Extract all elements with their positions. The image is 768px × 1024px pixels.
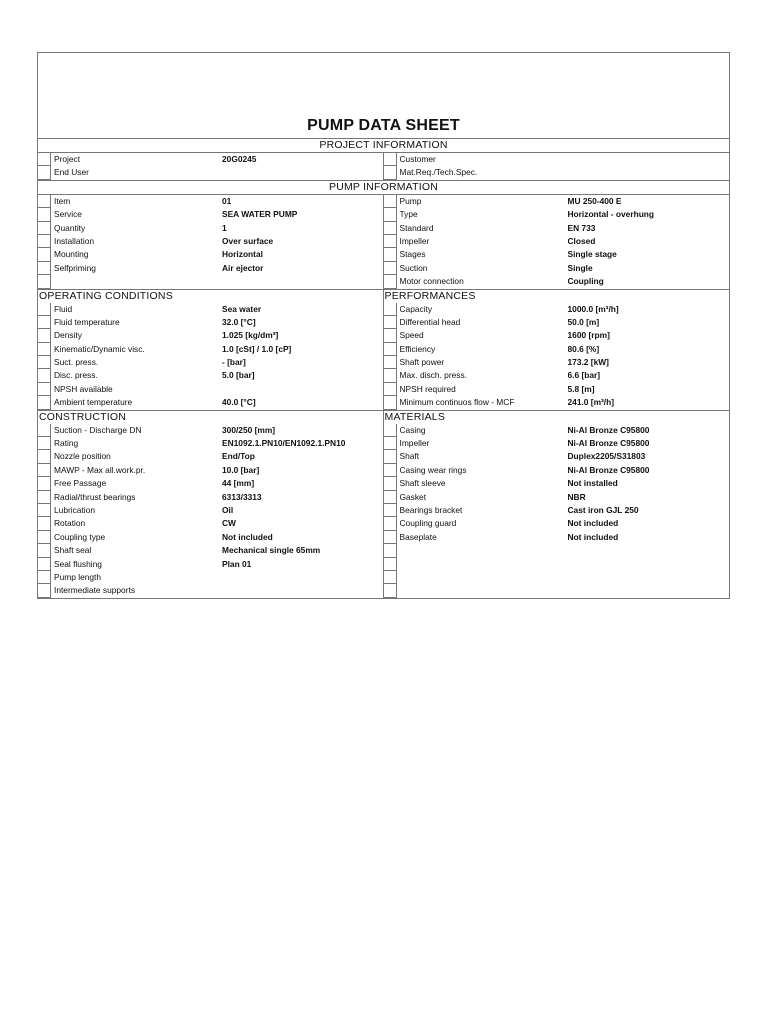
table-row bbox=[38, 584, 383, 597]
row-checkbox bbox=[38, 504, 51, 517]
table-row bbox=[38, 504, 383, 517]
row-label: Mounting bbox=[54, 249, 89, 260]
pump-information-section bbox=[38, 194, 729, 289]
row-value bbox=[568, 544, 730, 557]
row-label: Mat.Req./Tech.Spec. bbox=[399, 167, 478, 178]
row-checkbox bbox=[38, 356, 51, 369]
row-label bbox=[51, 275, 222, 288]
row-label: Fluid bbox=[54, 303, 73, 314]
pump-data-sheet bbox=[37, 52, 730, 599]
row-checkbox bbox=[38, 222, 51, 235]
row-label: Ambient temperature bbox=[54, 397, 133, 408]
table-row bbox=[384, 531, 730, 544]
row-label: NPSH required bbox=[399, 383, 456, 394]
row-checkbox bbox=[384, 450, 397, 463]
row-value: Sea water bbox=[222, 303, 262, 314]
performances-column bbox=[384, 290, 730, 410]
row-checkbox bbox=[38, 262, 51, 275]
table-row bbox=[38, 248, 383, 261]
table-row bbox=[38, 262, 383, 275]
row-checkbox bbox=[38, 396, 51, 409]
table-row bbox=[38, 558, 383, 571]
row-value bbox=[222, 571, 383, 584]
row-checkbox bbox=[384, 248, 397, 261]
project-information-band: PROJECT INFORMATION bbox=[38, 138, 729, 152]
row-value: 5.0 [bar] bbox=[222, 370, 255, 381]
row-checkbox bbox=[384, 343, 397, 356]
row-checkbox bbox=[38, 195, 51, 208]
row-value: 6313/3313 bbox=[222, 491, 262, 502]
materials-rows bbox=[384, 424, 730, 598]
table-row bbox=[384, 275, 730, 288]
table-row bbox=[384, 437, 730, 450]
row-value: 50.0 [m] bbox=[567, 316, 600, 327]
row-label: Capacity bbox=[399, 303, 433, 314]
project-information-right bbox=[384, 153, 730, 180]
table-row bbox=[384, 208, 730, 221]
table-row bbox=[38, 329, 383, 342]
performances-rows bbox=[384, 303, 730, 410]
row-checkbox bbox=[384, 477, 397, 490]
row-value: Single bbox=[567, 262, 593, 273]
table-row bbox=[38, 166, 383, 179]
materials-title: MATERIALS bbox=[384, 410, 446, 423]
row-label: Shaft power bbox=[399, 357, 445, 368]
row-value: CW bbox=[222, 518, 236, 529]
row-checkbox bbox=[384, 316, 397, 329]
table-row bbox=[38, 383, 383, 396]
row-checkbox bbox=[384, 369, 397, 382]
row-checkbox bbox=[38, 329, 51, 342]
row-label: Baseplate bbox=[399, 531, 437, 542]
row-checkbox bbox=[38, 208, 51, 221]
row-value: Oil bbox=[222, 504, 234, 515]
row-label bbox=[397, 558, 568, 571]
operating-conditions-title: OPERATING CONDITIONS bbox=[39, 289, 173, 302]
row-value: EN1092.1.PN10/EN1092.1.PN10 bbox=[222, 438, 346, 449]
row-label: Suct. press. bbox=[54, 357, 99, 368]
table-row bbox=[38, 571, 383, 584]
row-label: Motor connection bbox=[399, 276, 464, 287]
table-row bbox=[38, 491, 383, 504]
table-row bbox=[384, 558, 730, 571]
table-row bbox=[38, 356, 383, 369]
row-label: Impeller bbox=[399, 438, 430, 449]
row-value bbox=[568, 571, 730, 584]
row-label: Stages bbox=[399, 249, 426, 260]
table-row bbox=[38, 369, 383, 382]
table-row bbox=[38, 208, 383, 221]
row-checkbox bbox=[38, 153, 51, 166]
row-checkbox bbox=[38, 369, 51, 382]
table-row bbox=[38, 222, 383, 235]
row-value: Coupling bbox=[567, 276, 604, 287]
row-label: Lubrication bbox=[54, 504, 95, 515]
row-checkbox bbox=[38, 424, 51, 437]
table-row bbox=[384, 356, 730, 369]
row-checkbox bbox=[384, 464, 397, 477]
row-label: Minimum continuos flow - MCF bbox=[399, 397, 515, 408]
row-checkbox bbox=[38, 383, 51, 396]
project-information-section bbox=[38, 152, 729, 180]
table-row bbox=[38, 343, 383, 356]
row-checkbox bbox=[38, 343, 51, 356]
table-row bbox=[384, 343, 730, 356]
row-checkbox bbox=[384, 235, 397, 248]
row-label: Item bbox=[54, 195, 71, 206]
table-row bbox=[384, 316, 730, 329]
row-checkbox bbox=[384, 571, 397, 584]
row-label: Efficiency bbox=[399, 343, 436, 354]
row-label: Kinematic/Dynamic visc. bbox=[54, 343, 145, 354]
row-checkbox bbox=[38, 477, 51, 490]
row-label: Density bbox=[54, 330, 82, 341]
row-value: 241.0 [m³/h] bbox=[567, 397, 615, 408]
row-checkbox bbox=[384, 584, 397, 597]
row-value: Ni-Al Bronze C95800 bbox=[567, 464, 650, 475]
table-row bbox=[384, 584, 730, 597]
row-value: Horizontal - overhung bbox=[567, 209, 655, 220]
row-value: 1.0 [cSt] / 1.0 [cP] bbox=[222, 343, 292, 354]
row-checkbox bbox=[384, 195, 397, 208]
row-value: MU 250-400 E bbox=[567, 195, 622, 206]
table-row bbox=[38, 531, 383, 544]
materials-column bbox=[384, 411, 730, 598]
table-row bbox=[384, 222, 730, 235]
operating-conditions-column bbox=[38, 290, 384, 410]
row-checkbox bbox=[384, 396, 397, 409]
table-row bbox=[384, 248, 730, 261]
row-value: Air ejector bbox=[222, 262, 264, 273]
row-label bbox=[397, 571, 568, 584]
table-row bbox=[384, 195, 730, 208]
row-value bbox=[222, 584, 383, 597]
row-label: Pump length bbox=[54, 571, 102, 582]
row-value: 5.8 [m] bbox=[567, 383, 595, 394]
table-row bbox=[384, 464, 730, 477]
row-value: NBR bbox=[567, 491, 586, 502]
row-value: 1000.0 [m³/h] bbox=[567, 303, 619, 314]
table-row bbox=[384, 383, 730, 396]
row-checkbox bbox=[38, 558, 51, 571]
table-row bbox=[384, 166, 730, 179]
table-row bbox=[384, 491, 730, 504]
row-checkbox bbox=[38, 437, 51, 450]
operating-conditions-rows bbox=[38, 303, 383, 410]
project-information-left bbox=[38, 153, 384, 180]
row-value: Not included bbox=[567, 518, 619, 529]
row-checkbox bbox=[38, 531, 51, 544]
row-checkbox bbox=[384, 222, 397, 235]
row-value: Not installed bbox=[567, 478, 618, 489]
row-value bbox=[222, 383, 383, 396]
row-checkbox bbox=[38, 584, 51, 597]
table-row bbox=[384, 396, 730, 409]
row-checkbox bbox=[384, 383, 397, 396]
row-value: 44 [mm] bbox=[222, 478, 255, 489]
row-checkbox bbox=[384, 153, 397, 166]
row-value: 300/250 [mm] bbox=[222, 424, 276, 435]
pump-information-right bbox=[384, 195, 730, 289]
row-value: 173.2 [kW] bbox=[567, 357, 609, 368]
table-row bbox=[384, 517, 730, 530]
row-value: End/Top bbox=[222, 451, 255, 462]
row-checkbox bbox=[38, 464, 51, 477]
row-label: Shaft seal bbox=[54, 545, 92, 556]
row-label: Pump bbox=[399, 195, 422, 206]
table-row bbox=[38, 316, 383, 329]
row-label: Speed bbox=[399, 330, 424, 341]
row-checkbox bbox=[384, 491, 397, 504]
row-label: Disc. press. bbox=[54, 370, 98, 381]
table-row bbox=[384, 329, 730, 342]
construction-materials-section bbox=[38, 410, 729, 598]
row-label: Service bbox=[54, 209, 82, 220]
row-checkbox bbox=[384, 424, 397, 437]
row-label: Customer bbox=[399, 154, 436, 164]
row-value: - [bar] bbox=[222, 357, 246, 368]
row-checkbox bbox=[38, 491, 51, 504]
row-label: Standard bbox=[399, 222, 434, 233]
row-checkbox bbox=[384, 208, 397, 221]
row-value: Closed bbox=[567, 235, 596, 246]
row-value bbox=[568, 558, 730, 571]
row-label: Coupling guard bbox=[399, 518, 457, 529]
row-checkbox bbox=[384, 531, 397, 544]
sheet-title: PUMP DATA SHEET bbox=[307, 117, 460, 134]
row-label: Coupling type bbox=[54, 531, 106, 542]
row-checkbox bbox=[384, 356, 397, 369]
row-label: MAWP - Max all.work.pr. bbox=[54, 464, 146, 475]
row-value: Not included bbox=[222, 531, 273, 542]
row-label: Casing wear rings bbox=[399, 464, 467, 475]
row-value: 6.6 [bar] bbox=[567, 370, 601, 381]
row-value: 1600 [rpm] bbox=[567, 330, 610, 341]
row-value: Horizontal bbox=[222, 249, 263, 260]
row-value: Duplex2205/S31803 bbox=[567, 451, 646, 462]
table-row bbox=[38, 477, 383, 490]
row-value: Over surface bbox=[222, 235, 274, 246]
row-label: NPSH available bbox=[54, 383, 113, 394]
row-value: Not included bbox=[567, 531, 619, 542]
table-row bbox=[38, 396, 383, 409]
table-row bbox=[38, 153, 383, 166]
row-value: Single stage bbox=[567, 249, 617, 260]
row-checkbox bbox=[384, 166, 397, 179]
row-checkbox bbox=[38, 303, 51, 316]
table-row bbox=[384, 504, 730, 517]
row-value: 1.025 [kg/dm³] bbox=[222, 330, 279, 341]
construction-column bbox=[38, 411, 384, 598]
row-checkbox bbox=[384, 544, 397, 557]
row-label bbox=[397, 584, 568, 597]
table-row bbox=[384, 424, 730, 437]
row-checkbox bbox=[38, 544, 51, 557]
row-label: Shaft sleeve bbox=[399, 478, 446, 489]
table-row bbox=[38, 544, 383, 557]
row-label: Differential head bbox=[399, 316, 461, 327]
table-row bbox=[38, 464, 383, 477]
table-row bbox=[384, 303, 730, 316]
row-label: Suction bbox=[399, 262, 428, 273]
row-value bbox=[222, 166, 383, 179]
conditions-performances-section bbox=[38, 289, 729, 410]
row-value: SEA WATER PUMP bbox=[222, 209, 298, 220]
row-checkbox bbox=[384, 437, 397, 450]
table-row bbox=[38, 235, 383, 248]
row-label: Gasket bbox=[399, 491, 427, 502]
row-checkbox bbox=[384, 329, 397, 342]
row-label: Project bbox=[54, 154, 81, 164]
table-row bbox=[38, 437, 383, 450]
performances-title: PERFORMANCES bbox=[384, 289, 476, 302]
row-value: 20G0245 bbox=[222, 154, 257, 164]
row-checkbox bbox=[38, 571, 51, 584]
row-value: Ni-Al Bronze C95800 bbox=[567, 424, 650, 435]
table-row bbox=[384, 262, 730, 275]
table-row bbox=[38, 517, 383, 530]
row-value bbox=[568, 153, 730, 166]
row-label: Selfpriming bbox=[54, 262, 96, 273]
row-value: 32.0 [°C] bbox=[222, 316, 256, 327]
row-label bbox=[397, 544, 568, 557]
row-label: End User bbox=[54, 167, 89, 178]
row-value bbox=[568, 166, 730, 179]
table-row bbox=[38, 195, 383, 208]
row-label: Nozzle position bbox=[54, 451, 111, 462]
row-checkbox bbox=[38, 517, 51, 530]
row-value: 10.0 [bar] bbox=[222, 464, 260, 475]
pump-information-left bbox=[38, 195, 384, 289]
row-checkbox bbox=[384, 504, 397, 517]
table-row bbox=[38, 303, 383, 316]
row-checkbox bbox=[384, 303, 397, 316]
row-label: Rotation bbox=[54, 518, 86, 529]
row-label: Fluid temperature bbox=[54, 316, 120, 327]
row-label: Radial/thrust bearings bbox=[54, 491, 136, 502]
row-checkbox bbox=[38, 235, 51, 248]
table-row bbox=[384, 369, 730, 382]
row-label: Seal flushing bbox=[54, 558, 102, 569]
row-label: Shaft bbox=[399, 451, 420, 462]
row-checkbox bbox=[384, 558, 397, 571]
sheet-header bbox=[38, 53, 729, 138]
row-value: Plan 01 bbox=[222, 558, 252, 569]
row-checkbox bbox=[38, 166, 51, 179]
row-value: 1 bbox=[222, 222, 227, 233]
row-checkbox bbox=[384, 517, 397, 530]
table-row bbox=[384, 544, 730, 557]
table-row bbox=[384, 450, 730, 463]
row-label: Free Passage bbox=[54, 478, 107, 489]
row-checkbox bbox=[384, 262, 397, 275]
table-row bbox=[38, 424, 383, 437]
row-label: Max. disch. press. bbox=[399, 370, 467, 381]
row-value: Mechanical single 65mm bbox=[222, 545, 321, 556]
row-label: Bearings bracket bbox=[399, 504, 463, 515]
row-checkbox bbox=[38, 275, 51, 288]
row-checkbox bbox=[384, 275, 397, 288]
row-value: 01 bbox=[222, 195, 232, 206]
row-value bbox=[568, 584, 730, 597]
row-value: 80.6 [%] bbox=[567, 343, 600, 354]
row-label: Casing bbox=[399, 424, 426, 435]
row-value: Cast iron GJL 250 bbox=[567, 504, 639, 515]
table-row bbox=[38, 450, 383, 463]
row-label: Installation bbox=[54, 235, 95, 246]
table-row bbox=[38, 275, 383, 288]
row-value: EN 733 bbox=[567, 222, 596, 233]
row-checkbox bbox=[38, 248, 51, 261]
row-label: Quantity bbox=[54, 222, 86, 233]
pump-information-band: PUMP INFORMATION bbox=[38, 180, 729, 194]
row-label: Rating bbox=[54, 438, 79, 449]
row-checkbox bbox=[38, 316, 51, 329]
construction-rows bbox=[38, 424, 383, 598]
row-value bbox=[222, 275, 383, 288]
table-row bbox=[384, 153, 730, 166]
row-label: Type bbox=[399, 209, 418, 220]
row-label: Suction - Discharge DN bbox=[54, 424, 142, 435]
row-checkbox bbox=[38, 450, 51, 463]
row-label: Intermediate supports bbox=[54, 585, 136, 596]
construction-title: CONSTRUCTION bbox=[39, 410, 126, 423]
row-label: Impeller bbox=[399, 235, 430, 246]
row-value: Ni-Al Bronze C95800 bbox=[567, 438, 650, 449]
table-row bbox=[384, 235, 730, 248]
row-value: 40.0 [°C] bbox=[222, 397, 256, 408]
table-row bbox=[384, 571, 730, 584]
table-row bbox=[384, 477, 730, 490]
